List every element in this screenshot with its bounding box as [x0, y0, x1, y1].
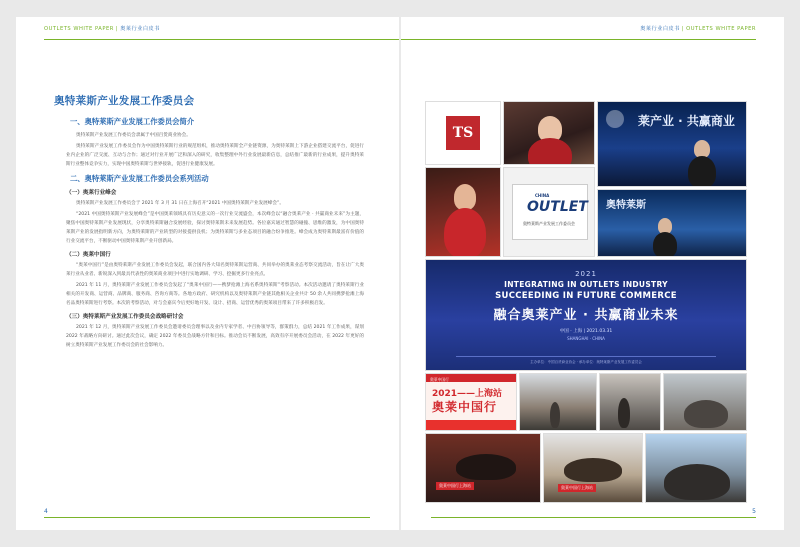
- poster-bottom-strip: [426, 420, 516, 430]
- banner-english-line-2: SUCCEEDING IN FUTURE COMMERCE: [495, 291, 677, 301]
- tour-paragraph-2: 2021 年 11 月，奥特莱斯产业发展工作委员会发起了“奥莱中国行——携梦抢滩上海名系奥特莱斯”考察活动。本次活动邀请了奥特莱斯行业相关的开发商、运营商、品牌商、服务商、咨询方商等。各地方政府、研究机构以及奥特莱斯产业链其他相关企业共计 50 余人共同携梦抢滩上海名品奥特莱斯进行考察。本次的考察活动，对与会嘉宾今后更好地开发、设计、招商、运营优秀的奥莱项目带来了许多积极启发。: [66, 283, 364, 306]
- banner-year: 2021: [575, 270, 597, 278]
- stage-light: [606, 110, 624, 128]
- photo-stage-wide: [597, 189, 747, 257]
- speaker-figure: [528, 138, 572, 165]
- header-en: OUTLETS WHITE PAPER: [686, 26, 756, 32]
- group-figure: [456, 454, 516, 480]
- visitor-figure: [684, 400, 728, 428]
- speaker-figure: [653, 232, 677, 257]
- banner-date: 中国 · 上海 | 2021.03.31: [559, 329, 613, 334]
- header-cn: 奥莱行业白皮书: [120, 26, 160, 32]
- subheading-china-tour: （二）奥莱中国行: [66, 252, 111, 258]
- group-sign: 奥莱中国行上海站: [436, 482, 474, 490]
- summit-paragraph-2: “2021 中国奥特莱斯产业发展峰会”是中国奥莱领域具有历史意义的一次行业交流盛会，本次峰会以“融合奥莱产业 · 共赢商业未来”为主题，聚焦中国奥特莱斯产业发展现状，分享奥特莱斯融合发展经验，探讨奥特莱斯未来发展趋势。各位嘉宾通过智慧的碰撞、思维的激发，为中国奥特莱斯产业的发展指明新方向，为奥特莱斯的产业转型的对接提供良机；为奥特莱斯与多业态项目的融合纷争推进。峰会成为奥特莱斯最富有价值的行业交流平台，不断驱动中国奥特莱斯产业开创新局。: [66, 212, 364, 244]
- left-header: OUTLETS WHITE PAPER | 奥莱行业白皮书: [44, 26, 160, 32]
- photo-group-banner: [425, 433, 541, 503]
- summit-paragraph-1: 奥特莱斯产业发展工作委员会于 2021 年 3 月 31 日在上海召开“2021 中国奥特莱斯产业发展峰会”。: [76, 201, 284, 206]
- subheading-summit: （一）奥莱行业峰会: [66, 190, 117, 196]
- group-figure: [564, 458, 622, 482]
- photo-visit-crowd: [663, 373, 747, 431]
- photo-outlet-logo: [503, 167, 595, 257]
- speaker-figure: [688, 156, 716, 187]
- visitor-figure: [550, 402, 560, 428]
- poster-title: 奥莱中国行: [432, 400, 498, 414]
- photo-outlet-street: [519, 373, 597, 431]
- outlet-logo-board: [512, 184, 588, 240]
- banner-english-line-1: INTEGRATING IN OUTLETS INDUSTRY: [504, 280, 668, 289]
- intro-paragraph-2: 奥特莱斯产业发展工作委员会作为中国奥特莱斯行业的规范组织，推动奥特莱斯全产业链资源，为奥特莱斯上下游企业搭建交流平台，促进行业内企业的广泛交流、互动与合作；通过对行业开展广泛和深入的研究，收集整理中外行业发展最新信息，总结推广最新的行业成果，提升奥特莱斯行业整体竞争实力，实现中国奥特莱斯与世界接轨，促进行业健康发展。: [66, 144, 364, 167]
- banner-divider: [456, 356, 716, 357]
- stage-banner-text: 奥特莱斯: [606, 200, 646, 211]
- photo-speaker-red: [425, 167, 501, 257]
- stage-slogan: 莱产业 · 共赢商业: [638, 114, 735, 128]
- footer-rule: [431, 517, 756, 518]
- seminar-paragraph-1: 2021 年 12 月，奥特莱斯产业发展工作委员会邀请委员会理事以及业内专家学者、中百协领导等，群策群力，总结 2021 年工作成果，谋划 2022 年战略方向研讨。通过此次会议，确定 2022 年委员会战略方针和目标。推动会员不断发展，高效有序开展委员会活动，在 2022 年更好的树立奥特莱斯产业发展工作委员会的社会影响力。: [66, 325, 364, 348]
- subheading-strategy-seminar: （三）奥特莱斯产业发展工作委员会战略研讨会: [66, 314, 184, 320]
- speaker-figure: [444, 208, 486, 257]
- section-heading-intro: 一、奥特莱斯产业发展工作委员会简介: [70, 117, 195, 126]
- visitor-figure: [618, 398, 630, 428]
- header-en: OUTLETS WHITE PAPER: [44, 26, 114, 32]
- photo-group-mall: [543, 433, 643, 503]
- photo-speaker-woman: [503, 101, 595, 165]
- committee-logo: TS: [446, 116, 480, 150]
- poster-year: 2021——上海站: [432, 389, 503, 399]
- right-header: 奥莱行业白皮书 | OUTLETS WHITE PAPER: [640, 26, 756, 32]
- article-body: [54, 93, 364, 352]
- page-number-right: 5: [752, 508, 756, 515]
- footer-rule: [44, 517, 370, 518]
- group-figure: [664, 464, 730, 500]
- outlet-logo-subtitle: 奥特莱斯产业发展工作委员会: [523, 221, 575, 226]
- right-page: [401, 17, 784, 530]
- header-rule: [401, 39, 756, 40]
- page-title: 奥特莱斯产业发展工作委员会: [54, 95, 195, 107]
- outlet-logo-china: CHINA: [535, 193, 550, 198]
- banner-chinese-title: 融合奥莱产业 · 共赢商业未来: [493, 308, 679, 323]
- photo-china-tour-poster: [425, 373, 517, 431]
- left-page: [16, 17, 399, 530]
- photo-committee-logo: [425, 101, 501, 165]
- header-cn: 奥莱行业白皮书: [640, 26, 680, 32]
- intro-paragraph-1: 奥特莱斯产业发展工作委员会隶属于中国百货商业协会。: [76, 133, 191, 138]
- header-rule: [44, 39, 399, 40]
- photo-group-outdoor: [645, 433, 747, 503]
- outlet-logo-word: OUTLET: [527, 199, 588, 215]
- speaker-figure: [454, 184, 476, 210]
- photo-summit-banner: [425, 259, 747, 371]
- tour-paragraph-1: “奥莱中国行”是由奥特莱斯产业发展工作委员会发起，联合国内各大知名奥特莱斯运营商、共同举办的奥莱业态考察交流活动，旨在让广大奥莱行业从业者、新锐深入到最具代表性的奥莱商业项目中进行实地调研、学习、挖掘更多行业亮点。: [66, 263, 364, 277]
- group-sign: 奥莱中国行上海站: [558, 484, 596, 492]
- banner-city: SHANGHAI · CHINA: [567, 336, 605, 341]
- page-number-left: 4: [44, 508, 48, 515]
- banner-footer: 主办单位：中国百货商业协会 · 承办单位：奥特莱斯产业发展工作委员会: [530, 360, 642, 364]
- poster-top-text: 奥莱中国行: [430, 377, 449, 382]
- photo-visit-group: [599, 373, 661, 431]
- photo-stage-speaker: [597, 101, 747, 187]
- section-heading-activities: 二、奥特莱斯产业发展工作委员会系列活动: [70, 174, 209, 183]
